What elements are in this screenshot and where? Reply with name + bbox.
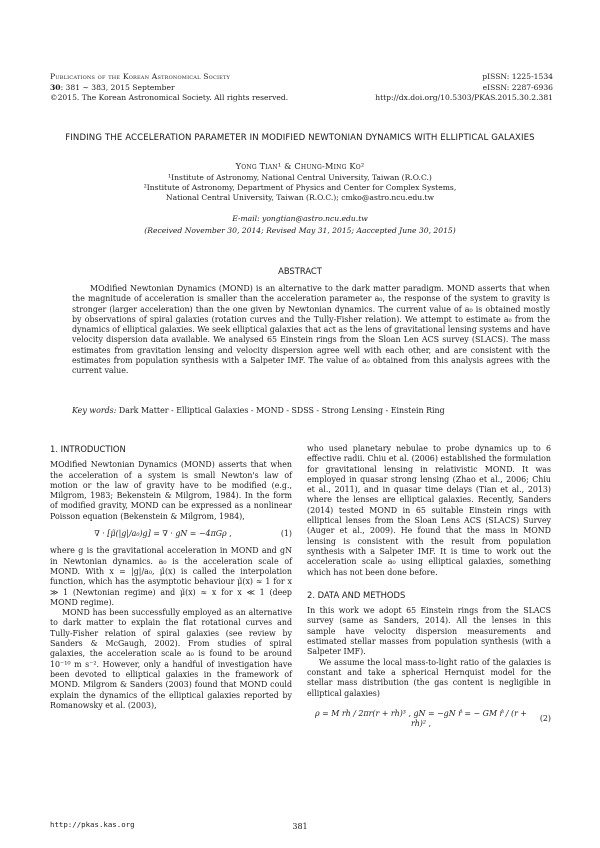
equation-2-body: ρ = M rh / 2πr(r + rh)³ , gN = −gN r̂ = − GM r̂ / (r + rh)² ,	[315, 708, 527, 729]
keywords-list: Dark Matter - Elliptical Galaxies - MOND - SDSS - Strong Lensing - Einstein Ring	[118, 406, 445, 415]
intro-paragraph-3: MOND has been successfully employed as an alternative to dark matter to explain the flat rotational curves and Tully-Fisher relation of spiral galaxies (see review by Sanders & McGaugh, 2002). From studies of spiral galaxies, the acceleration scale a₀ is found to be around 10⁻¹⁰ m s⁻². However, only a handful of investigation have been devoted to elliptical galaxies in the framework of MOND. Milgrom & Sanders (2003) found that MOND could explain the dynamics of the elliptical galaxies reported by Romanowsky et al. (2003),	[50, 608, 292, 710]
contact-email: E-mail: yongtian@astro.ncu.edu.tw	[232, 214, 368, 223]
keywords-label: Key words:	[72, 406, 117, 415]
equation-1-body: ∇ · [μ̃(|g|/a₀)g] = ∇ · gN = −4πGρ ,	[94, 529, 232, 539]
left-column	[50, 444, 292, 711]
copyright: ©2015. The Korean Astronomical Society. All rights reserved.	[50, 93, 289, 103]
paper-title: FINDING THE ACCELERATION PARAMETER IN MODIFIED NEWTONIAN DYNAMICS WITH ELLIPTICAL GALAXIES	[65, 133, 535, 143]
footer-url[interactable]: http://pkas.kas.org	[50, 820, 135, 829]
journal-header	[50, 72, 288, 104]
received-dates: (Received November 30, 2014; Revised May 31, 2015; Aaccepted June 30, 2015)	[144, 226, 456, 235]
equation-1	[50, 529, 292, 539]
pissn: pISSN: 1225-1534	[482, 72, 553, 81]
affiliation-1: ¹Institute of Astronomy, National Central University, Taiwan (R.O.C.)	[168, 173, 432, 182]
equation-2	[307, 709, 551, 730]
intro-heading: 1. INTRODUCTION	[50, 444, 126, 454]
right-column	[307, 444, 551, 736]
eissn: eISSN: 2287-6936	[482, 82, 553, 92]
volume-number: 30	[50, 82, 61, 92]
issn-header	[375, 72, 553, 104]
keywords-line	[72, 406, 550, 415]
equation-1-number: (1)	[280, 529, 292, 539]
intro-paragraph-1: MOdified Newtonian Dynamics (MOND) asserts that when the acceleration of a system is small Newton's law of motion or the law of gravity have to be modified (e.g., Milgrom, 1983; Bekenstein & Milgrom, 1984). In the form of modified gravity, MOND can be expressed as a nonlinear Poisson equation (Bekenstein & Milgrom, 1984),	[50, 460, 292, 521]
data-paragraph-1: In this work we adopt 65 Einstein rings from the SLACS survey (same as Sanders, 2014). All the lenses in this sample have velocity dispersion measurements and estimated stellar masses from population synthesis (with a Salpeter IMF).	[307, 606, 551, 657]
equation-2-number: (2)	[539, 713, 551, 723]
abstract-heading: ABSTRACT	[278, 266, 322, 276]
doi-link[interactable]: http://dx.doi.org/10.5303/PKAS.2015.30.2.381	[375, 93, 553, 103]
author-list: Yong Tian¹ & Chung-Ming Ko²	[235, 161, 365, 171]
data-methods-heading: 2. DATA AND METHODS	[307, 589, 406, 600]
affiliations	[0, 173, 600, 203]
pages-date: : 381 ∼ 383, 2015 September	[60, 82, 175, 92]
affiliation-2-cont: National Central University, Taiwan (R.O.C.); cmko@astro.ncu.edu.tw	[165, 193, 435, 202]
affiliation-2: ²Institute of Astronomy, Department of Physics and Center for Complex Systems,	[143, 183, 457, 192]
page-number: 381	[292, 822, 308, 831]
journal-name: Publications of the Korean Astronomical Society	[50, 72, 231, 81]
data-paragraph-2: We assume the local mass-to-light ratio of the galaxies is constant and take a spherical Hernquist model for the stellar mass distribution (the gas content is negligible in elliptical galaxies)	[307, 657, 551, 698]
volume-line	[50, 83, 288, 94]
intro-paragraph-2: where g is the gravitational acceleration in MOND and gN in Newtonian dynamics. a₀ is the acceleration scale of MOND. With x = |g|/a₀, μ̃(x) is called the interpolation function, which has the asymptotic behaviour μ̃(x) ≈ 1 for x ≫ 1 (Newtonian regime) and μ̃(x) ≈ x for x ≪ 1 (deep MOND regime).	[50, 546, 292, 607]
abstract-text: MOdified Newtonian Dynamics (MOND) is an alternative to the dark matter paradigm. MOND asserts that when the magnitude of acceleration is smaller than the acceleration parameter a₀, the response of the system to gravity is stronger (larger acceleration) than the one given by Newtonian dynamics. The current value of a₀ is obtained mostly by observations of spiral galaxies (rotation curves and the Tully-Fisher relation). We attempt to estimate a₀ from the dynamics of elliptical galaxies. We seek elliptical galaxies that act as the lens of gravitational lensing systems and have velocity dispersion data available. We analysed 65 Einstein rings from the Sloan Len ACS survey (SLACS). The mass estimates from gravitation lensing and velocity dispersion agree well with each other, and are consistent with the estimates from population synthesis with a Salpeter IMF. The value of a₀ obtained from this analysis agrees with the current value.	[72, 284, 550, 375]
intro-paragraph-4: who used planetary nebulae to probe dynamics up to 6 effective radii. Chiu et al. (2006) established the formulation for gravitational lensing in relativistic MOND. It was employed in quasar strong lensing (Zhao et al., 2006; Chiu et al., 2011), and in quasar time delays (Tian et al., 2013) where the lenses are elliptical galaxies. Recently, Sanders (2014) tested MOND in 65 suitable Einstein rings with elliptical lenses from the Sloan Lens ACS (SLACS) Survey (Auger et al., 2009). He found that the mass in MOND lensing is consistent with the result from population synthesis with a Salpeter IMF. It is time to work out the acceleration scale a₀ using elliptical galaxies, something which has not been done before.	[307, 444, 551, 577]
